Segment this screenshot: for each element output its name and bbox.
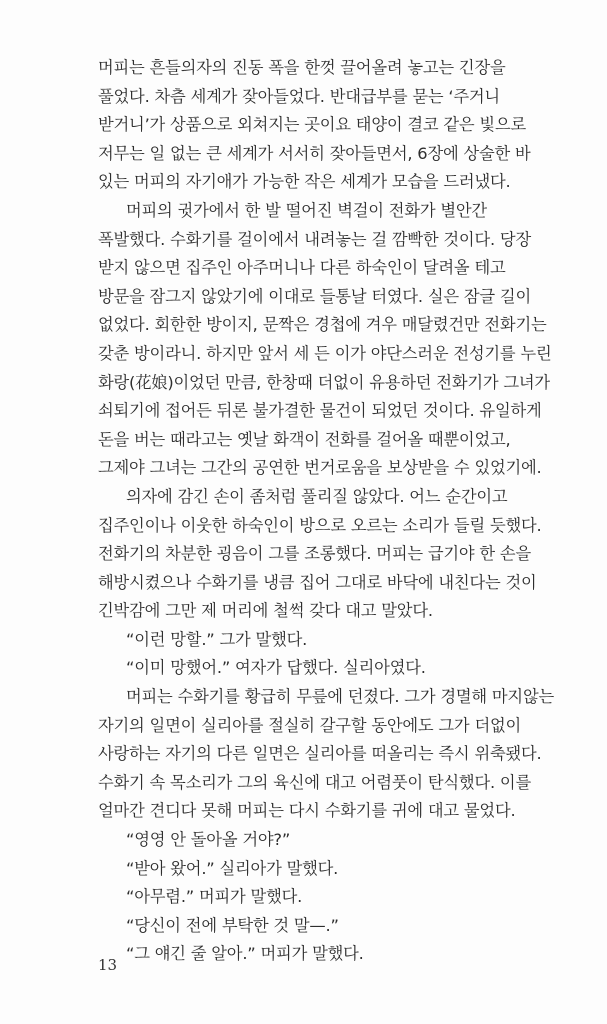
text-line: “이미 망했어.” 여자가 답했다. 실리아였다. bbox=[126, 658, 426, 678]
text-line: 사랑하는 자기의 다른 일면은 실리아를 떠올리는 즉시 위축됐다. bbox=[98, 744, 542, 764]
text-line: 풀었다. 차츰 세계가 잦아들었다. 반대급부를 묻는 ‘주거니 bbox=[98, 86, 500, 106]
text-line: “그 얘긴 줄 알아.” 머피가 말했다. bbox=[126, 944, 364, 964]
text-line: 쇠퇴기에 접어든 뒤론 불가결한 물건이 되었던 것이다. 유일하게 bbox=[98, 401, 542, 421]
text-line: 없었다. 회한한 방이지, 문짝은 경첩에 겨우 매달렸건만 전화기는 bbox=[98, 315, 547, 335]
text-line: 머피는 흔들의자의 진동 폭을 한껏 끌어올려 놓고는 긴장을 bbox=[98, 58, 506, 77]
text-line: 전화기의 차분한 굉음이 그를 조롱했다. 머피는 급기야 한 손을 bbox=[98, 544, 531, 564]
text-line: 폭발했다. 수화기를 걸이에서 내려놓는 걸 깜빡한 것이다. 당장 bbox=[98, 229, 531, 249]
text-line: 수화기 속 목소리가 그의 육신에 대고 어렴풋이 탄식했다. 이를 bbox=[98, 772, 531, 792]
text-line: 그제야 그녀는 그간의 공연한 번거로움을 보상받을 수 있었기에. bbox=[98, 458, 542, 478]
text-line: 돈을 버는 때라고는 옛날 화객이 전화를 걸어올 때뿐이었고, bbox=[98, 429, 511, 449]
text-line: “받아 왔어.” 실리아가 말했다. bbox=[126, 858, 339, 878]
text-line: “아무렴.” 머피가 말했다. bbox=[126, 887, 303, 907]
text-line: “이런 망할.” 그가 말했다. bbox=[126, 629, 308, 649]
text-line: 방문을 잠그지 않았기에 이대로 들통날 터였다. 실은 잠글 길이 bbox=[98, 286, 531, 306]
text-line: 자기의 일면이 실리아를 절실히 갈구할 동안에도 그가 더없이 bbox=[98, 715, 522, 735]
text-line: 받지 않으면 집주인 아주머니나 다른 하숙인이 달려올 테고 bbox=[98, 258, 506, 278]
text-line: 저무는 일 없는 큰 세계가 서서히 잦아들면서, 6장에 상술한 바 bbox=[98, 143, 531, 163]
text-line: 머피는 수화기를 황급히 무릎에 던졌다. 그가 경멸해 마지않는 bbox=[126, 687, 554, 707]
text-line: 얼마간 견디다 못해 머피는 다시 수화기를 귀에 대고 물었다. bbox=[98, 801, 516, 821]
text-line: “영영 안 돌아올 거야?” bbox=[126, 830, 291, 850]
text-line: 있는 머피의 자기애가 가능한 작은 세계가 모습을 드러냈다. bbox=[98, 172, 511, 192]
text-line: 받거니’가 상품으로 외쳐지는 곳이요 태양이 결코 같은 빛으로 bbox=[98, 115, 526, 135]
text-line: 의자에 감긴 손이 좀처럼 풀리질 않았다. 어느 순간이고 bbox=[126, 486, 508, 506]
text-line: “당신이 전에 부탁한 것 말—.” bbox=[126, 915, 339, 935]
page-number: 13 bbox=[98, 956, 118, 974]
text-line: 화랑(花娘)이었던 만큼, 한창때 더없이 유용하던 전화기가 그녀가 bbox=[98, 372, 550, 392]
text-line: 갖춘 방이라니. 하지만 앞서 세 든 이가 야단스러운 전성기를 누린 bbox=[98, 343, 552, 363]
text-line: 집주인이나 이웃한 하숙인이 방으로 오르는 소리가 들릴 듯했다. bbox=[98, 515, 542, 535]
body-text bbox=[98, 54, 568, 969]
text-line: 머피의 귓가에서 한 발 떨어진 벽걸이 전화가 별안간 bbox=[126, 200, 487, 220]
text-line: 해방시켰으나 수화기를 냉큼 집어 그대로 바닥에 내친다는 것이 bbox=[98, 572, 537, 592]
text-line: 긴박감에 그만 제 머리에 철썩 갖다 대고 말았다. bbox=[98, 601, 433, 621]
